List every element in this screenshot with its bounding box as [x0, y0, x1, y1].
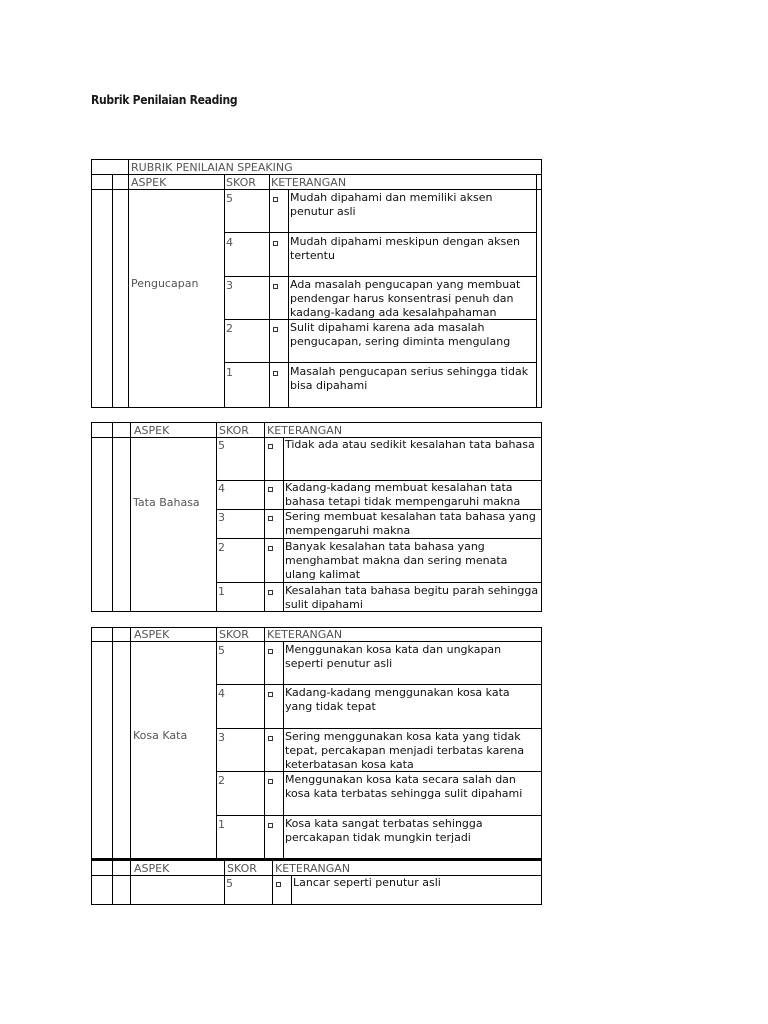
description-cell: Kadang-kadang membuat kesalahan tata bahasa tetapi tidak mempengaruhi makna — [285, 481, 521, 508]
bullet-icon — [273, 371, 278, 376]
bullet-icon — [268, 779, 273, 784]
description-cell: Kesalahan tata bahasa begitu parah sehingga sulit dipahami — [285, 584, 539, 611]
description-cell: Lancar seperti penutur asli — [293, 876, 441, 889]
description-cell: Ada masalah pengucapan yang membuat pendengar harus konsentrasi penuh dan kadang-kadang ada kesalahpahaman — [290, 278, 521, 319]
header-keterangan: KETERANGAN — [271, 176, 347, 189]
score-cell: 1 — [226, 366, 233, 379]
score-cell: 5 — [218, 644, 225, 657]
score-cell: 3 — [218, 731, 225, 744]
bullet-icon — [273, 284, 278, 289]
aspect-label: Pengucapan — [131, 277, 199, 290]
header-skor: SKOR — [226, 176, 256, 189]
description-cell: Menggunakan kosa kata dan ungkapan seperti penutur asli — [285, 643, 502, 670]
table-caption: RUBRIK PENILAIAN SPEAKING — [131, 161, 293, 174]
score-cell: 3 — [218, 511, 225, 524]
header-aspek: ASPEK — [134, 628, 170, 641]
description-cell: Kosa kata sangat terbatas sehingga percakapan tidak mungkin terjadi — [285, 817, 483, 844]
header-keterangan: KETERANGAN — [267, 628, 343, 641]
bullet-icon — [273, 327, 278, 332]
score-cell: 3 — [226, 279, 233, 292]
header-skor: SKOR — [219, 424, 249, 437]
score-cell: 4 — [218, 482, 225, 495]
score-cell: 2 — [226, 322, 233, 335]
description-cell: Kadang-kadang menggunakan kosa kata yang tidak tepat — [285, 686, 510, 713]
score-cell: 4 — [218, 687, 225, 700]
header-keterangan: KETERANGAN — [275, 862, 351, 875]
header-aspek: ASPEK — [131, 176, 167, 189]
score-cell: 5 — [226, 192, 233, 205]
description-cell: Banyak kesalahan tata bahasa yang menghambat makna dan sering menata ulang kalimat — [285, 540, 508, 581]
description-cell: Menggunakan kosa kata secara salah dan kosa kata terbatas sehingga sulit dipahami — [285, 773, 523, 800]
score-cell: 1 — [218, 585, 225, 598]
score-cell: 1 — [218, 818, 225, 831]
bullet-icon — [268, 649, 273, 654]
header-aspek: ASPEK — [134, 862, 170, 875]
score-cell: 5 — [218, 439, 225, 452]
score-cell: 5 — [226, 877, 233, 890]
header-aspek: ASPEK — [134, 424, 170, 437]
header-skor: SKOR — [227, 862, 257, 875]
description-cell: Sulit dipahami karena ada masalah pengucapan, sering diminta mengulang — [290, 321, 511, 348]
description-cell: Tidak ada atau sedikit kesalahan tata bahasa — [285, 438, 535, 451]
score-cell: 2 — [218, 541, 225, 554]
description-cell: Masalah pengucapan serius sehingga tidak bisa dipahami — [290, 365, 529, 392]
bullet-icon — [268, 444, 273, 449]
score-cell: 2 — [218, 774, 225, 787]
description-cell: Mudah dipahami meskipun dengan aksen tertentu — [290, 235, 520, 262]
bullet-icon — [268, 546, 273, 551]
header-keterangan: KETERANGAN — [267, 424, 343, 437]
bullet-icon — [273, 197, 278, 202]
description-cell: Sering membuat kesalahan tata bahasa yang mempengaruhi makna — [285, 510, 536, 537]
aspect-label: Tata Bahasa — [133, 496, 200, 509]
description-cell: Sering menggunakan kosa kata yang tidak tepat, percakapan menjadi terbatas karena keterbatasan kosa kata — [285, 730, 525, 771]
header-skor: SKOR — [219, 628, 249, 641]
bullet-icon — [268, 823, 273, 828]
description-cell: Mudah dipahami dan memiliki aksen penutur asli — [290, 191, 493, 218]
aspect-label: Kosa Kata — [133, 729, 188, 742]
bullet-icon — [268, 736, 273, 741]
bullet-icon — [268, 590, 273, 595]
bullet-icon — [268, 516, 273, 521]
bullet-icon — [268, 692, 273, 697]
bullet-icon — [276, 882, 281, 887]
page-title: Rubrik Penilaian Reading — [91, 93, 238, 107]
bullet-icon — [268, 487, 273, 492]
score-cell: 4 — [226, 236, 233, 249]
bullet-icon — [273, 241, 278, 246]
